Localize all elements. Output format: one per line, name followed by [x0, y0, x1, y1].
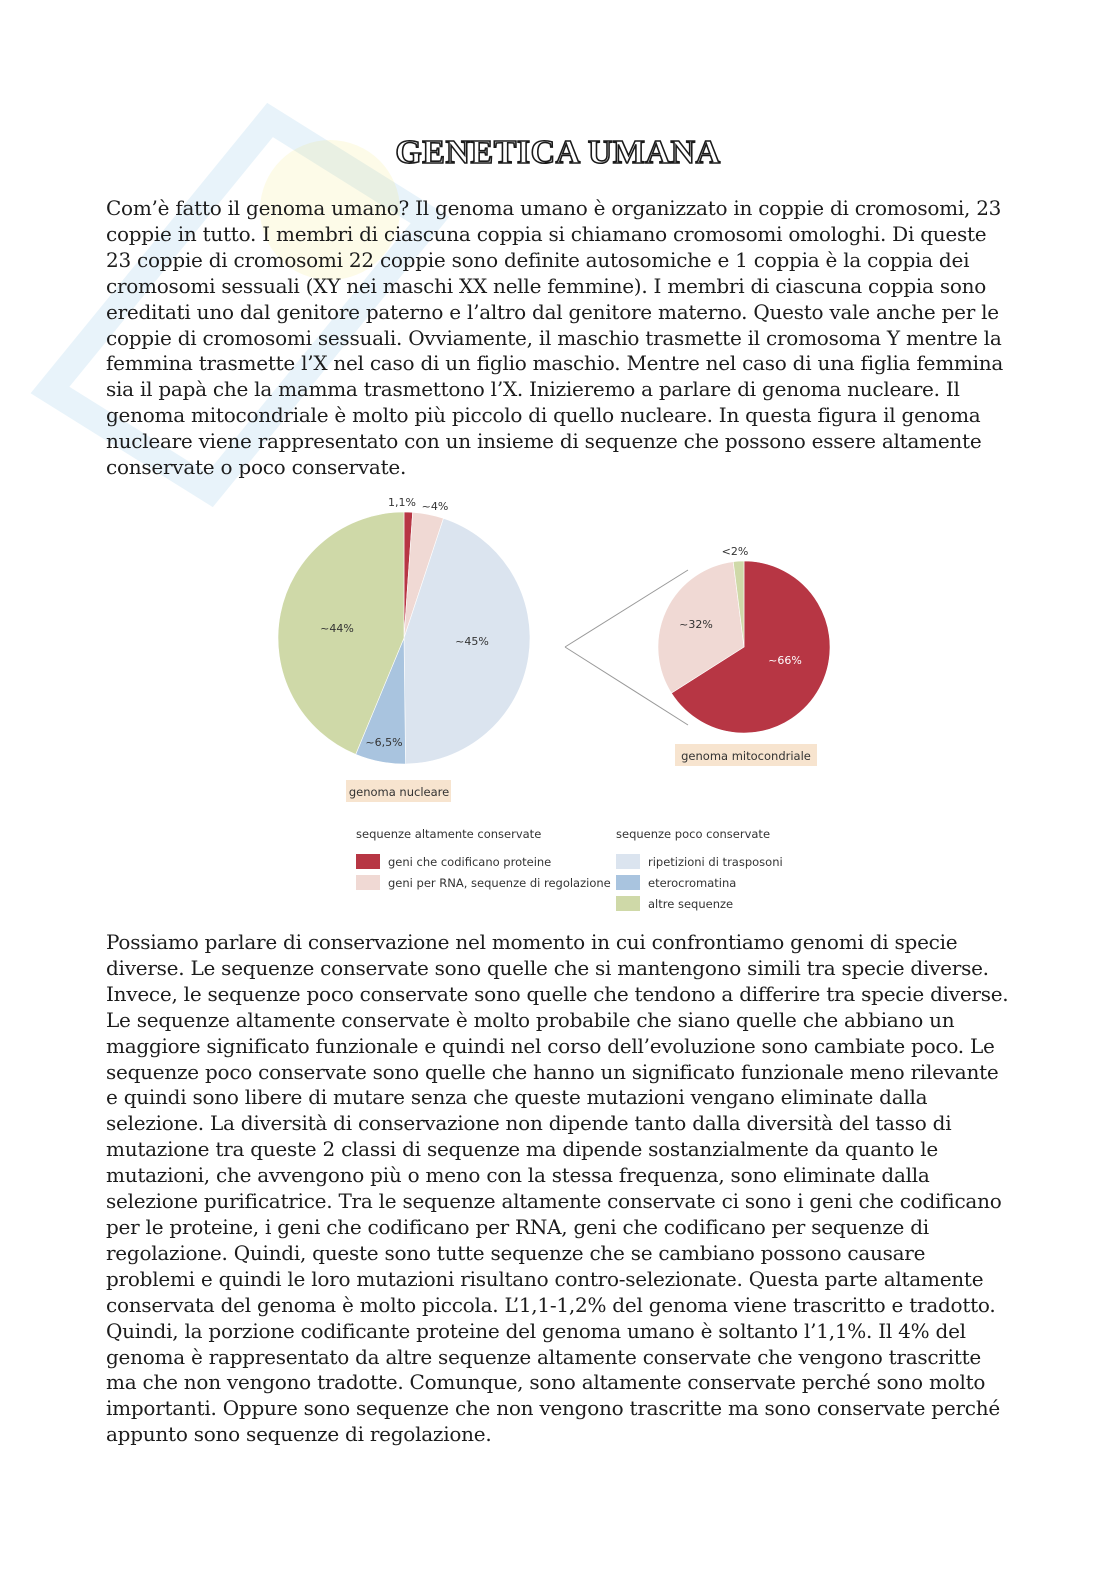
label-mito-rna: ~32%	[679, 618, 713, 631]
legend-swatch-rna	[356, 875, 380, 890]
legend-label-other: altre sequenze	[648, 897, 734, 911]
legend-title-high: sequenze altamente conservate	[356, 827, 542, 841]
mitochondrial-genome-pie	[658, 561, 830, 733]
genome-figure	[270, 490, 850, 920]
legend-swatch-heterochromatin	[616, 875, 640, 890]
legend-swatch-transposons	[616, 854, 640, 869]
legend-label-protein: geni che codificano proteine	[388, 855, 552, 869]
label-nuc-transposons: ~45%	[455, 635, 489, 648]
label-nuc-other: ~44%	[320, 622, 354, 635]
legend-title-poor: sequenze poco conservate	[616, 827, 771, 841]
tag-nuclear: genoma nucleare	[348, 785, 450, 799]
legend-swatch-protein	[356, 854, 380, 869]
label-nuc-protein: 1,1%	[388, 496, 416, 509]
tag-mito: genoma mitocondriale	[681, 749, 811, 763]
label-mito-other: <2%	[721, 545, 749, 558]
legend-label-heterochromatin: eterocromatina	[648, 876, 737, 890]
legend-label-transposons: ripetizioni di trasposoni	[648, 855, 783, 869]
label-mito-protein: ~66%	[768, 654, 802, 667]
conservation-paragraph: Possiamo parlare di conservazione nel momento in cui confrontiamo genomi di specie diverse. Le sequenze conservate sono quelle che si mantengono simili tra specie diverse. Invece, le sequenze poco conservate sono quelle che tendono a differire tra specie diverse. Le sequenze altamente conservate è molto probabile che siano quelle che abbiano un maggiore significato funzionale e quindi nel corso dell’evoluzione sono cambiate poco. Le sequenze poco conservate sono quelle che hanno un significato funzionale meno rilevante e quindi sono libere di mutare senza che queste mutazioni vengano eliminate dalla selezione. La diversità di conservazione non dipende tanto dalla diversità del tasso di mutazione tra queste 2 classi di sequenze ma dipende sostanzialmente da quanto le mutazioni, che avvengono più o meno con la stessa frequenza, sono eliminate dalla selezione purificatrice. Tra le sequenze altamente conservate ci sono i geni che codificano per le proteine, i geni che codificano per RNA, geni che codificano per sequenze di regolazione. Quindi, queste sono tutte sequenze che se cambiano possono causare problemi e quindi le loro mutazioni risultano contro-selezionate. Questa parte altamente conservata del genoma è molto piccola. L’1,1-1,2% del genoma viene trascritto e tradotto. Quindi, la porzione codificante proteine del genoma umano è soltanto l’1,1%. Il 4% del genoma è rappresentato da altre sequenze altamente conservate che vengono trascritte ma che non vengono tradotte. Comunque, sono altamente conservate perché sono molto importanti. Oppure sono sequenze che non vengono trascritte ma sono conservate perché appunto sono sequenze di regolazione.	[106, 930, 1009, 1447]
legend-swatch-other	[616, 896, 640, 911]
nuclear-genome-pie	[278, 512, 530, 764]
intro-paragraph: Com’è fatto il genoma umano? Il genoma umano è organizzato in coppie di cromosomi, 23 coppie in tutto. I membri di ciascuna coppia si chiamano cromosomi omologhi. Di queste 23 coppie di cromosomi 22 coppie sono definite autosomiche e 1 coppia è la coppia dei cromosomi sessuali (XY nei maschi XX nelle femmine). I membri di ciascuna coppia sono ereditati uno dal genitore paterno e l’altro dal genitore materno. Questo vale anche per le coppie di cromosomi sessuali. Ovviamente, il maschio trasmette il cromosoma Y mentre la femmina trasmette l’X nel caso di un figlio maschio. Mentre nel caso di una figlia femmina sia il papà che la mamma trasmettono l’X. Inizieremo a parlare di genoma nucleare. Il genoma mitocondriale è molto più piccolo di quello nucleare. In questa figura il genoma nucleare viene rappresentato con un insieme di sequenze che possono essere altamente conservate o poco conservate.	[106, 196, 1004, 480]
legend-label-rna: geni per RNA, sequenze di regolazione	[388, 876, 611, 890]
label-nuc-rna: ~4%	[421, 500, 449, 513]
label-nuc-heterochromatin: ~6,5%	[365, 736, 403, 749]
page-title: GENETICA UMANA	[395, 134, 721, 171]
